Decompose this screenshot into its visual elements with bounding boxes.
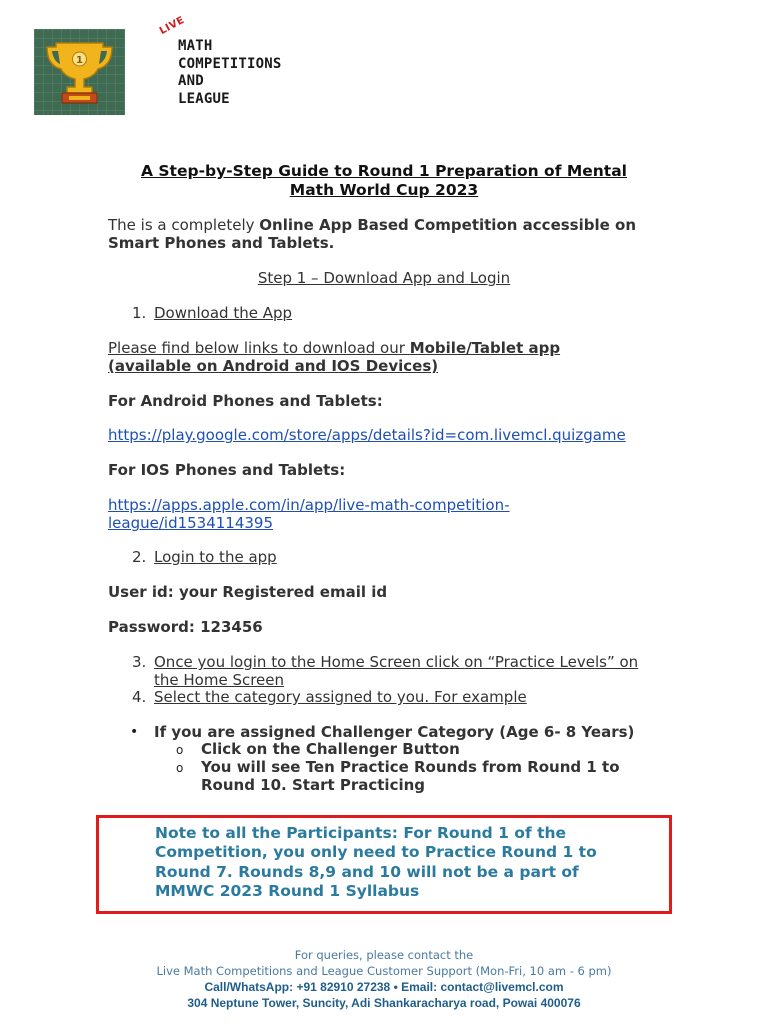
- page-title-line1: A Step-by-Step Guide to Round 1 Preparation of Mental: [141, 162, 627, 180]
- user-id: User id: your Registered email id: [108, 583, 388, 601]
- note-line: Note to all the Participants: For Round 1 of the: [155, 824, 567, 842]
- circle-bullet-icon: o: [176, 761, 184, 775]
- intro-paragraph: [108, 216, 668, 252]
- ios-heading: For IOS Phones and Tablets:: [108, 461, 346, 479]
- page-title-line2: Math World Cup 2023: [289, 181, 479, 199]
- item-line: the Home Screen: [154, 671, 285, 689]
- footer-line2: Live Math Competitions and League Customer Support (Mon-Fri, 10 am - 6 pm): [156, 964, 612, 978]
- trophy-icon: [34, 29, 125, 115]
- footer-line1: For queries, please contact the: [294, 948, 474, 962]
- download-paragraph: [108, 339, 668, 375]
- ios-link-line2[interactable]: league/id1534114395: [108, 514, 274, 532]
- android-link[interactable]: https://play.google.com/store/apps/details?id=com.livemcl.quizgame: [108, 426, 626, 444]
- item-select-category: Select the category assigned to you. For example: [154, 688, 527, 706]
- item-practice-levels: [154, 653, 674, 689]
- list-number: 1.: [132, 304, 147, 322]
- list-number: 3.: [132, 653, 147, 671]
- intro-line2: Smart Phones and Tablets.: [108, 234, 335, 252]
- download-bold: Mobile/Tablet app: [409, 339, 561, 357]
- footer-address: 304 Neptune Tower, Suncity, Adi Shankaracharya road, Powai 400076: [187, 996, 581, 1010]
- footer-contact: Call/WhatsApp: +91 82910 27238 • Email: contact@livemcl.com: [204, 980, 564, 994]
- download-text: Please find below links to download our: [108, 339, 410, 357]
- sub-bullet-line: Round 10. Start Practicing: [201, 776, 426, 794]
- intro-text: The is a completely: [108, 216, 260, 234]
- list-number: 2.: [132, 548, 147, 566]
- item-line: Once you login to the Home Screen click on “Practice Levels” on: [154, 653, 639, 671]
- item-download-app: Download the App: [154, 304, 293, 322]
- note-line: Round 7. Rounds 8,9 and 10 will not be a part of: [155, 862, 579, 881]
- note-line: Competition, you only need to Practice Round 1 to: [155, 843, 597, 862]
- intro-bold: Online App Based Competition accessible on: [259, 216, 636, 234]
- step1-heading: Step 1 – Download App and Login: [257, 269, 511, 287]
- brand-line: COMPETITIONS: [178, 55, 282, 72]
- brand-line: LEAGUE: [178, 90, 230, 107]
- circle-bullet-icon: o: [176, 743, 184, 757]
- participants-note: [155, 824, 655, 901]
- android-heading: For Android Phones and Tablets:: [108, 392, 383, 410]
- item-login: Login to the app: [154, 548, 277, 566]
- ios-link-line1[interactable]: https://apps.apple.com/in/app/live-math-competition-: [108, 496, 510, 514]
- note-line: MMWC 2023 Round 1 Syllabus: [155, 881, 420, 900]
- sub-bullet-1: Click on the Challenger Button: [201, 740, 460, 758]
- list-number: 4.: [132, 688, 147, 706]
- trophy-logo: [34, 29, 125, 115]
- sub-bullet-2: [201, 758, 681, 794]
- brand-live-tag: LIVE: [157, 14, 187, 38]
- brand-line: AND: [178, 73, 204, 89]
- brand-line: MATH: [178, 38, 213, 54]
- ios-link[interactable]: [108, 496, 668, 532]
- password: Password: 123456: [108, 618, 263, 636]
- svg-text:1: 1: [76, 55, 83, 66]
- download-line2: (available on Android and IOS Devices): [108, 357, 439, 375]
- bullet-text: If you are assigned Challenger Category (Age 6- 8 Years): [154, 723, 635, 741]
- brand-name: [178, 38, 282, 108]
- bullet-dot-icon: •: [130, 724, 139, 740]
- sub-bullet-line: You will see Ten Practice Rounds from Round 1 to: [201, 758, 620, 776]
